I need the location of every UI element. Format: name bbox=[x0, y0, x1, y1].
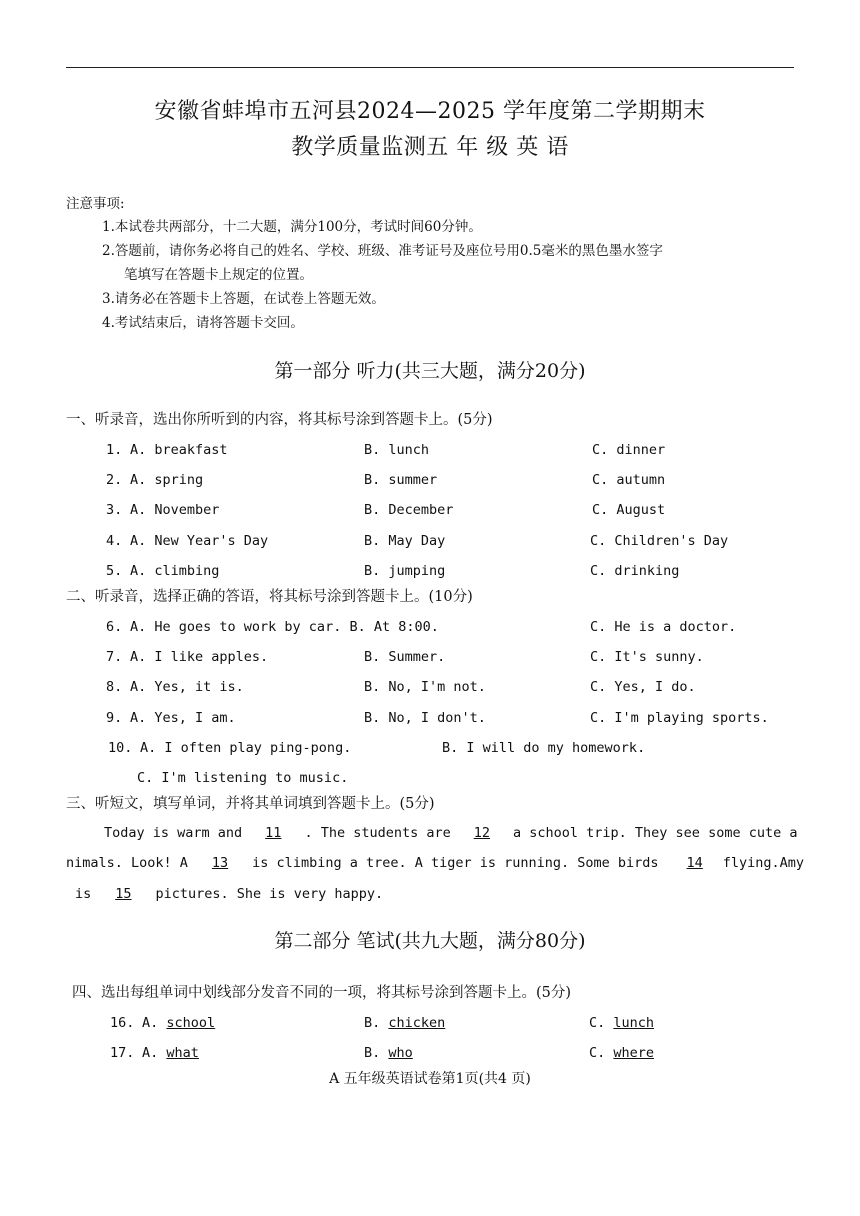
question-row-continued bbox=[0, 770, 860, 790]
question-number: 6. bbox=[106, 619, 123, 635]
passage-text: a school trip. They see some cute a bbox=[504, 825, 798, 841]
top-rule bbox=[66, 67, 794, 68]
notice-item-2-cont: 笔填写在答题卡上规定的位置。 bbox=[124, 267, 313, 283]
option-a bbox=[142, 1045, 199, 1061]
passage-text: is bbox=[75, 886, 100, 902]
passage-text: Today is warm and bbox=[104, 825, 251, 841]
underlined-word: chicken bbox=[388, 1015, 446, 1031]
question-number: 4. bbox=[106, 533, 123, 549]
notice-item-4: 4.考试结束后，请将答题卡交回。 bbox=[102, 315, 304, 331]
option-b: B. December bbox=[364, 502, 454, 518]
option-c: C. dinner bbox=[592, 442, 666, 458]
option-c: C. I'm listening to music. bbox=[137, 770, 349, 786]
blank-11: 11 bbox=[265, 825, 282, 841]
question-row bbox=[0, 740, 860, 760]
part2-title: 第二部分 笔试(共九大题，满分80分) bbox=[274, 930, 586, 952]
option-c bbox=[589, 1045, 654, 1061]
notice-heading: 注意事项: bbox=[66, 196, 125, 212]
question-number: 10. bbox=[108, 740, 133, 756]
underlined-word: where bbox=[613, 1045, 655, 1061]
notice-item-1: 1.本试卷共两部分，十二大题，满分100分，考试时间60分钟。 bbox=[102, 219, 482, 235]
underlined-word: school bbox=[166, 1015, 216, 1031]
option-letter: A. bbox=[142, 1015, 167, 1031]
part1-title: 第一部分 听力(共三大题，满分20分) bbox=[274, 360, 586, 382]
passage-text: nimals. Look! A bbox=[66, 855, 197, 871]
option-b bbox=[364, 1015, 445, 1031]
option-b: B. No, I don't. bbox=[364, 710, 486, 726]
passage-text: pictures. She is very happy. bbox=[147, 886, 384, 902]
question-number: 8. bbox=[106, 679, 123, 695]
option-c: C. Children's Day bbox=[590, 533, 729, 549]
passage-text: is climbing a tree. A tiger is running. Some birds bbox=[244, 855, 667, 871]
blank-15: 15 bbox=[115, 886, 132, 902]
option-letter: B. bbox=[364, 1015, 389, 1031]
passage-line-3 bbox=[75, 886, 383, 902]
option-letter: C. bbox=[589, 1015, 614, 1031]
underlined-word: what bbox=[166, 1045, 199, 1061]
question-number: 17. bbox=[110, 1045, 135, 1061]
passage-text: flying.Amy bbox=[722, 855, 804, 871]
option-a: A. I like apples. bbox=[130, 649, 269, 665]
option-c: C. drinking bbox=[590, 563, 680, 579]
passage-line-2 bbox=[66, 855, 804, 871]
section4-heading: 四、选出每组单词中划线部分发音不同的一项，将其标号涂到答题卡上。(5分) bbox=[72, 985, 572, 1001]
option-c: C. August bbox=[592, 502, 666, 518]
question-number: 16. bbox=[110, 1015, 135, 1031]
blank-12: 12 bbox=[473, 825, 490, 841]
passage-text: . The students are bbox=[296, 825, 459, 841]
option-a: A. He goes to work by car. B. At 8:00. bbox=[130, 619, 439, 635]
exam-title-line1: 安徽省蚌埠市五河县2024—2025 学年度第二学期期末 bbox=[154, 99, 706, 124]
option-b bbox=[364, 1045, 413, 1061]
exam-title-line2: 教学质量监测五 年 级 英 语 bbox=[291, 135, 569, 160]
option-letter: C. bbox=[589, 1045, 614, 1061]
question-number: 1. bbox=[106, 442, 123, 458]
question-row bbox=[0, 679, 860, 699]
option-b: B. I will do my homework. bbox=[442, 740, 646, 756]
passage-line-1 bbox=[104, 825, 797, 841]
question-row bbox=[0, 472, 860, 492]
option-c: C. autumn bbox=[592, 472, 666, 488]
question-row bbox=[0, 563, 860, 583]
option-letter: B. bbox=[364, 1045, 389, 1061]
page-footer: A 五年级英语试卷第1页(共4 页) bbox=[329, 1071, 531, 1087]
option-b: B. No, I'm not. bbox=[364, 679, 486, 695]
option-a: A. breakfast bbox=[130, 442, 228, 458]
blank-14: 14 bbox=[686, 855, 703, 871]
question-number: 3. bbox=[106, 502, 123, 518]
option-c bbox=[589, 1015, 654, 1031]
option-a: A. climbing bbox=[130, 563, 220, 579]
option-c: C. He is a doctor. bbox=[590, 619, 737, 635]
option-a: A. Yes, it is. bbox=[130, 679, 244, 695]
question-row bbox=[0, 1045, 860, 1065]
question-row bbox=[0, 533, 860, 553]
question-row bbox=[0, 442, 860, 462]
question-row bbox=[0, 649, 860, 669]
question-number: 9. bbox=[106, 710, 123, 726]
question-row bbox=[0, 619, 860, 639]
option-c: C. Yes, I do. bbox=[590, 679, 696, 695]
underlined-word: who bbox=[388, 1045, 413, 1061]
notice-item-3: 3.请务必在答题卡上答题，在试卷上答题无效。 bbox=[102, 291, 385, 307]
question-row bbox=[0, 710, 860, 730]
option-b: B. lunch bbox=[364, 442, 430, 458]
question-row bbox=[0, 502, 860, 522]
option-b: B. summer bbox=[364, 472, 438, 488]
question-number: 7. bbox=[106, 649, 123, 665]
option-b: B. Summer. bbox=[364, 649, 446, 665]
blank-13: 13 bbox=[211, 855, 229, 871]
question-number: 5. bbox=[106, 563, 123, 579]
option-letter: A. bbox=[142, 1045, 167, 1061]
option-c: C. I'm playing sports. bbox=[590, 710, 769, 726]
option-a: A. New Year's Day bbox=[130, 533, 269, 549]
option-b: B. May Day bbox=[364, 533, 446, 549]
question-row bbox=[0, 1015, 860, 1035]
question-number: 2. bbox=[106, 472, 123, 488]
section3-heading: 三、听短文，填写单词，并将其单词填到答题卡上。(5分) bbox=[66, 796, 435, 812]
option-a: A. November bbox=[130, 502, 220, 518]
option-a bbox=[142, 1015, 215, 1031]
option-a: A. I often play ping-pong. bbox=[140, 740, 352, 756]
notice-item-2: 2.答题前，请你务必将自己的姓名、学校、班级、准考证号及座位号用0.5毫米的黑色墨水签字 bbox=[102, 243, 663, 259]
option-c: C. It's sunny. bbox=[590, 649, 704, 665]
option-b: B. jumping bbox=[364, 563, 446, 579]
option-a: A. spring bbox=[130, 472, 204, 488]
underlined-word: lunch bbox=[613, 1015, 655, 1031]
option-a: A. Yes, I am. bbox=[130, 710, 236, 726]
section2-heading: 二、听录音，选择正确的答语，将其标号涂到答题卡上。(10分) bbox=[66, 589, 473, 605]
section1-heading: 一、听录音，选出你所听到的内容，将其标号涂到答题卡上。(5分) bbox=[66, 412, 493, 428]
